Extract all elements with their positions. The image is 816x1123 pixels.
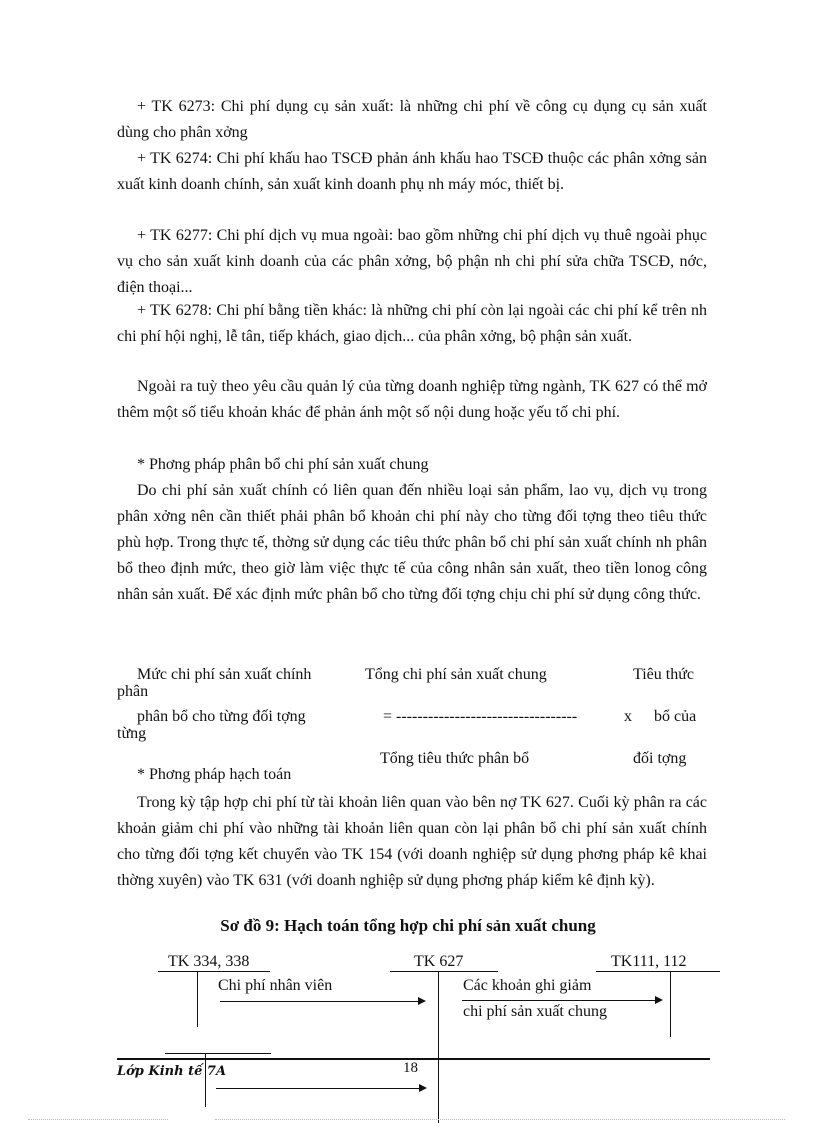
lower-account-top-line [165, 1053, 271, 1054]
formula-row3-mid: Tổng tiêu thức phân bổ [380, 750, 530, 767]
flow-label-reductions-2: chi phí sản xuất chung [463, 1003, 607, 1020]
account-left-stem [197, 971, 198, 1027]
flow-arrow-staff-cost [220, 1001, 424, 1002]
formula-row2-left: phân bổ cho từng đối tợng [137, 708, 306, 725]
account-tk627: TK 627 [414, 953, 464, 970]
formula-row2-wrap: từng [117, 725, 147, 742]
formula-row3-right: đối tợng [633, 750, 687, 767]
paragraph-allocation: Do chi phí sản xuất chính có liên quan đến nhiều loại sản phẩm, lao vụ, dịch vụ trong phân xởng nên cần thiết phải phân bổ khoản chi phí này cho từng đối tợng theo tiêu thức phù hợp. Trong thực tế, thờng sử dụng các tiêu thức phân bổ chi phí sản xuất chính nh phân bổ theo định mức, theo giờ làm việc thực tế của công nhân sản xuất, theo tiền lonog công nhân sản xuất. Để xác định mức phân bổ cho từng đối tợng chịu chi phí sử dụng công thức. [117, 482, 707, 603]
formula-row1-wrap: phân [117, 683, 149, 700]
formula-row2-multiply: x [624, 708, 632, 725]
formula-row1-left: Mức chi phí sản xuất chính [137, 666, 312, 683]
account-right-stem [670, 971, 671, 1037]
footer-page-number: 18 [403, 1060, 418, 1076]
account-right-top-line [596, 971, 720, 972]
account-mid-stem [438, 971, 439, 1123]
paragraph-extra-accounts: Ngoài ra tuỳ theo yêu cầu quản lý của từng doanh nghiệp từng ngành, TK 627 có thể mở thêm một số tiểu khoản khác để phản ánh một số nội dung hoặc yếu tố chi phí. [117, 378, 707, 421]
flow-label-reductions-1: Các khoản ghi giảm [463, 977, 592, 994]
formula-row2-fraction-bar: = ---------------------------------- [383, 708, 578, 725]
paragraph-tk6277: + TK 6277: Chi phí dịch vụ mua ngoài: bao gồm những chi phí dịch vụ thuê ngoài phục vụ cho sản xuất kinh doanh của các phân xởng, bộ phận nh chi phí sửa chữa TSCĐ, nớc, điện thoại... [117, 227, 707, 296]
paragraph-tk6278: + TK 6278: Chi phí bằng tiền khác: là những chi phí còn lại ngoài các chi phí kể trên nh chi phí hội nghị, lễ tân, tiếp khách, giao dịch... của phân xởng, bộ phận sản xuất. [117, 302, 707, 345]
bottom-dotted-right [215, 1119, 785, 1120]
flow-label-staff-cost: Chi phí nhân viên [218, 977, 333, 994]
paragraph-tk6273: + TK 6273: Chi phí dụng cụ sản xuất: là những chi phí về công cụ dụng cụ sản xuất dùng cho phân xởng [117, 98, 707, 141]
method-heading: * Phơng pháp hạch toán [137, 766, 292, 783]
formula-row2-right: bổ của [654, 708, 697, 725]
diagram-title: Sơ đồ 9: Hạch toán tổng hợp chi phí sản xuất chung [220, 916, 596, 935]
account-mid-top-line [390, 971, 498, 972]
formula-row1-right: Tiêu thức [633, 666, 694, 683]
account-tk111-112: TK111, 112 [611, 953, 687, 970]
bottom-dotted-left [28, 1119, 168, 1120]
account-left-top-line [158, 971, 270, 972]
lower-account-stem [205, 1053, 206, 1107]
flow-arrow-reductions [462, 1000, 661, 1001]
footer-brand: Lớp Kinh tế 7A [117, 1064, 227, 1079]
account-tk334-338: TK 334, 338 [168, 953, 250, 970]
paragraph-method: Trong kỳ tập hợp chi phí từ tài khoản liên quan vào bên nợ TK 627. Cuối kỳ phân ra các khoản giảm chi phí vào những tài khoản liên quan còn lại phân bổ chi phí sản xuất chính cho từng đối tợng kết chuyển vào TK 154 (với doanh nghiệp sử dụng phơng pháp kê khai thờng xuyên) vào TK 631 (với doanh nghiệp sử dụng phơng pháp kiểm kê định kỳ). [117, 794, 707, 889]
flow-arrow-lower [216, 1088, 425, 1089]
allocation-heading: * Phơng pháp phân bổ chi phí sản xuất chung [137, 456, 429, 473]
paragraph-tk6274: + TK 6274: Chi phí khấu hao TSCĐ phản ánh khấu hao TSCĐ thuộc các phân xởng sản xuất kinh doanh chính, sản xuất kinh doanh phụ nh máy móc, thiết bị. [117, 150, 707, 193]
formula-row1-mid: Tổng chi phí sản xuất chung [365, 666, 547, 683]
